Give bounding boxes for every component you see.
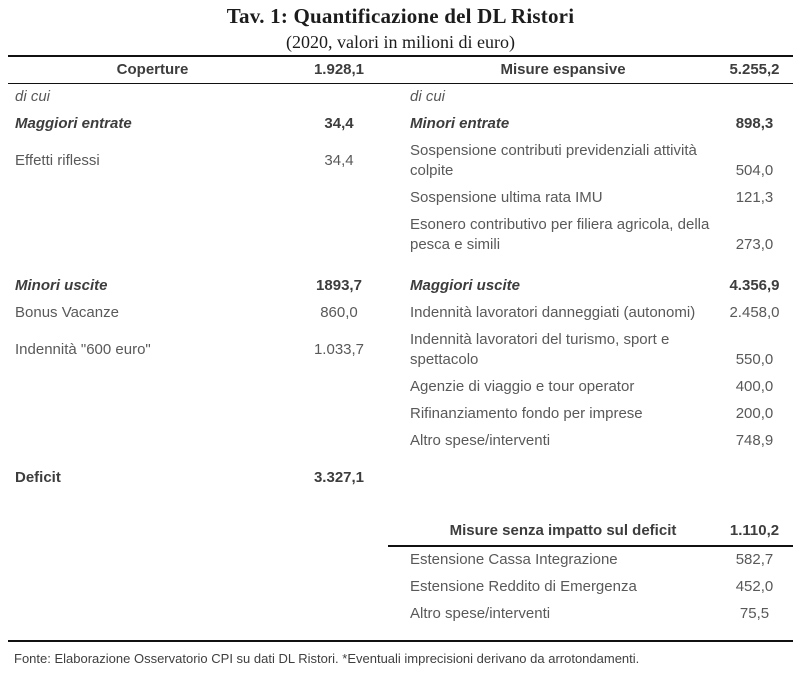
row-value: 3.327,1 [313, 469, 365, 486]
row-value [290, 574, 388, 601]
row-label: Deficit [15, 469, 61, 486]
row-value: 34,4 [324, 152, 354, 169]
row-value [716, 455, 793, 504]
row-value [290, 428, 388, 455]
table-row [8, 401, 793, 428]
table-row [8, 185, 793, 212]
table-row [8, 546, 793, 574]
row-label: Sospensione contributi previdenziali attività colpite [410, 142, 697, 179]
row-label: di cui [15, 88, 51, 105]
row-label: Rifinanziamento fondo per imprese [410, 405, 643, 422]
ristori-table [8, 55, 793, 642]
row-label: Estensione Cassa Integrazione [410, 551, 618, 568]
row-label: Minori uscite [15, 277, 108, 294]
row-value: 550,0 [735, 351, 774, 368]
table-row [8, 574, 793, 601]
row-label: Indennità "600 euro" [15, 341, 151, 358]
row-value: 1.033,7 [313, 341, 365, 358]
table-row [8, 300, 793, 327]
table-row [8, 212, 793, 259]
row-label [8, 185, 290, 212]
row-value [290, 601, 388, 641]
row-value: 898,3 [735, 115, 774, 132]
row-label: Misure espansive [388, 56, 716, 84]
row-label: Agenzie di viaggio e tour operator [410, 378, 635, 395]
row-label [8, 546, 290, 574]
row-value: 504,0 [735, 162, 774, 179]
row-label: Estensione Reddito di Emergenza [410, 578, 637, 595]
row-value: 34,4 [324, 115, 354, 132]
row-value [290, 374, 388, 401]
row-value [716, 84, 793, 112]
row-label: di cui [410, 88, 446, 105]
row-value: 1.928,1 [290, 56, 388, 84]
row-value: 1.110,2 [716, 504, 793, 546]
source-note: Fonte: Elaborazione Osservatorio CPI su dati DL Ristori. *Eventuali imprecisioni derivano da arrotondamenti. [14, 651, 640, 666]
row-value [290, 504, 388, 546]
row-label [8, 428, 290, 455]
table-row [8, 84, 793, 112]
row-label: Bonus Vacanze [15, 304, 119, 321]
row-value [290, 212, 388, 259]
row-value: 400,0 [735, 378, 774, 395]
table-row [8, 504, 793, 546]
row-label: Indennità lavoratori del turismo, sport e spettacolo [410, 331, 670, 368]
row-label: Maggiori uscite [410, 277, 521, 294]
row-label [8, 504, 290, 546]
page-title: Tav. 1: Quantificazione del DL Ristori [226, 4, 575, 28]
page-subtitle: (2020, valori in milioni di euro) [286, 32, 515, 52]
table-row [8, 138, 793, 185]
row-value: 452,0 [735, 578, 774, 595]
row-value: 5.255,2 [716, 56, 793, 84]
row-value: 200,0 [735, 405, 774, 422]
row-value [290, 546, 388, 574]
row-value [290, 185, 388, 212]
row-value: 860,0 [320, 304, 358, 321]
row-value [290, 401, 388, 428]
row-label [388, 455, 716, 504]
row-label [8, 601, 290, 641]
row-label [8, 574, 290, 601]
row-label: Effetti riflessi [15, 152, 100, 169]
table-body [8, 56, 793, 641]
row-value: 582,7 [735, 551, 774, 568]
table-row [8, 455, 793, 504]
row-label: Esonero contributivo per filiera agricola, della pesca e simili [410, 216, 710, 253]
row-value: 121,3 [735, 189, 774, 206]
row-value [290, 84, 388, 112]
table-row [8, 111, 793, 138]
row-label [8, 212, 290, 259]
table-row [8, 428, 793, 455]
table-row [8, 327, 793, 374]
row-label: Minori entrate [410, 115, 510, 132]
table-row [8, 259, 793, 300]
row-label: Altro spese/interventi [410, 432, 551, 449]
row-value: 75,5 [739, 605, 770, 622]
row-value: 2.458,0 [729, 304, 780, 321]
table-row [8, 601, 793, 641]
row-value: 748,9 [735, 432, 774, 449]
row-label: Misure senza impatto sul deficit [388, 504, 716, 546]
row-value: 4.356,9 [729, 277, 780, 294]
row-label: Maggiori entrate [15, 115, 132, 132]
title-block [0, 0, 801, 54]
row-value: 1893,7 [316, 277, 362, 294]
row-label [8, 374, 290, 401]
table-row [8, 374, 793, 401]
table-row [8, 56, 793, 84]
row-label [8, 401, 290, 428]
row-value: 273,0 [735, 236, 774, 253]
row-label: Sospensione ultima rata IMU [410, 189, 603, 206]
row-label: Coperture [8, 56, 290, 84]
row-label: Indennità lavoratori danneggiati (autonomi) [410, 304, 696, 321]
row-label: Altro spese/interventi [410, 605, 551, 622]
